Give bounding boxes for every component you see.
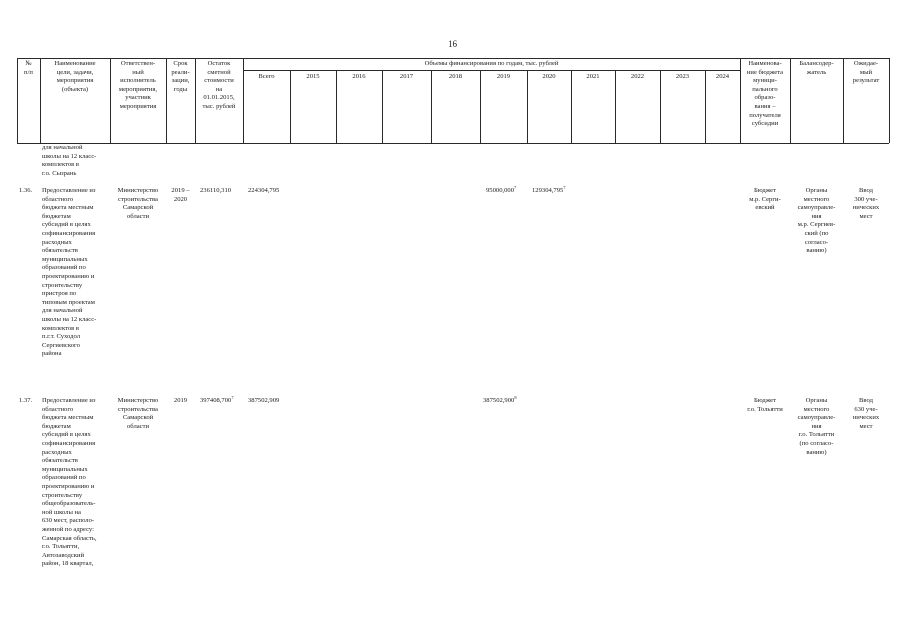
header-col-number: № п/п <box>24 60 33 76</box>
row-137-2019 <box>483 394 517 406</box>
row-136-term: 2019 – 2020 <box>171 187 190 203</box>
header-year-2016: 2016 <box>352 73 366 80</box>
header-year-2019: 2019 <box>496 73 511 80</box>
row-136-remaining-cost: 236110,310 <box>200 187 232 194</box>
row-136-2019-value: 95000,000 <box>486 187 515 194</box>
row-136-2019-footnote: 7 <box>514 184 517 190</box>
row-136-number: 1.36. <box>19 187 33 194</box>
row-136-2020 <box>532 184 566 196</box>
row-137-executor: Министерство строительства Самарской области <box>117 397 159 430</box>
col-border <box>243 58 244 143</box>
table-top-border <box>17 58 889 59</box>
header-year-2018: 2018 <box>448 73 463 80</box>
row-continuation-name: для начальной школы на 12 класс- комплектов в г.о. Сызрань <box>42 144 97 177</box>
header-year-2022: 2022 <box>630 73 645 80</box>
header-funding-title: Объемы финансирования по годам, тыс. рублей <box>424 60 559 67</box>
row-136-name: Предоставление из областного бюджета местным бюджетам субсидий в целях софинансирования расходных обязательств муниципальных образований по проектированию и строительству пристроя по типовым проектам для начальной школы на 12 класс- комплектов в п.г.т. Суходол Сергиевского района <box>42 187 97 358</box>
row-136-balance-holder: Органы местного самоуправле- ния м.р. Сергиев- ский (по согласо- ванию) <box>797 187 836 255</box>
row-136-2020-value: 129304,795 <box>532 187 564 194</box>
header-col-name: Наименование цели, задачи, мероприятия (объекта) <box>54 60 96 93</box>
header-year-2015: 2015 <box>306 73 320 80</box>
row-136-total: 224304,795 <box>248 187 280 194</box>
header-col-balance-holder: Балансодер- жатель <box>799 60 834 76</box>
row-137-result: Ввод 630 уче- нических мест <box>852 397 880 430</box>
header-year-2021: 2021 <box>586 73 600 80</box>
col-border <box>889 58 890 143</box>
row-137-budget: Бюджет г.о. Тольятти <box>747 397 783 413</box>
header-col-term: Срок реали- зации, годы <box>171 60 190 93</box>
funding-header-divider <box>243 70 740 71</box>
header-year-2017: 2017 <box>399 73 414 80</box>
row-137-balance-holder: Органы местного самоуправле- ния г.о. Тольятти (по согласо- ванию) <box>797 397 836 456</box>
row-137-remaining-cost-footnote: 7 <box>231 394 234 400</box>
row-136-2019 <box>486 184 517 196</box>
row-137-term: 2019 <box>173 397 188 404</box>
row-137-name: Предоставление из областного бюджета местным бюджетам субсидий в целях софинансирования расходных обязательств муниципальных образований по проектированию и строительству общеобразователь- ной школы на 630 мест, располо- женной по адресу: Самарская область, г.о. Тольятти, Автозаводский район, 18 квартал, <box>42 397 97 568</box>
row-137-remaining-cost <box>200 394 234 406</box>
header-col-budget: Наименова- ние бюджета муници- пального образо- вания – получателя субсидии <box>746 60 784 128</box>
row-136-2020-footnote: 7 <box>563 184 566 190</box>
row-137-2019-value: 387502,900 <box>483 397 515 404</box>
row-137-remaining-cost-value: 397408,700 <box>200 397 232 404</box>
row-137-2019-footnote: 8 <box>514 394 517 400</box>
header-year-2023: 2023 <box>675 73 690 80</box>
row-136-executor: Министерство строительства Самарской области <box>117 187 159 220</box>
header-col-result: Ожидае- мый результат <box>852 60 880 85</box>
row-136-budget: Бюджет м.р. Серги- евский <box>749 187 781 212</box>
header-year-2024: 2024 <box>715 73 730 80</box>
header-year-2020: 2020 <box>542 73 556 80</box>
header-col-remaining-cost: Остаток сметной стоимости на 01.01.2015, тыс. рублей <box>202 60 236 110</box>
header-bottom-border <box>17 143 889 144</box>
header-col-total: Всего <box>258 73 275 80</box>
row-136-result: Ввод 300 уче- нических мест <box>852 187 880 220</box>
row-137-number: 1.37. <box>19 397 33 404</box>
page-number: 16 <box>448 39 457 49</box>
header-col-executor: Ответствен- ный исполнитель мероприятия, участник мероприятия <box>118 60 158 110</box>
row-137-total: 387502,909 <box>248 397 280 404</box>
